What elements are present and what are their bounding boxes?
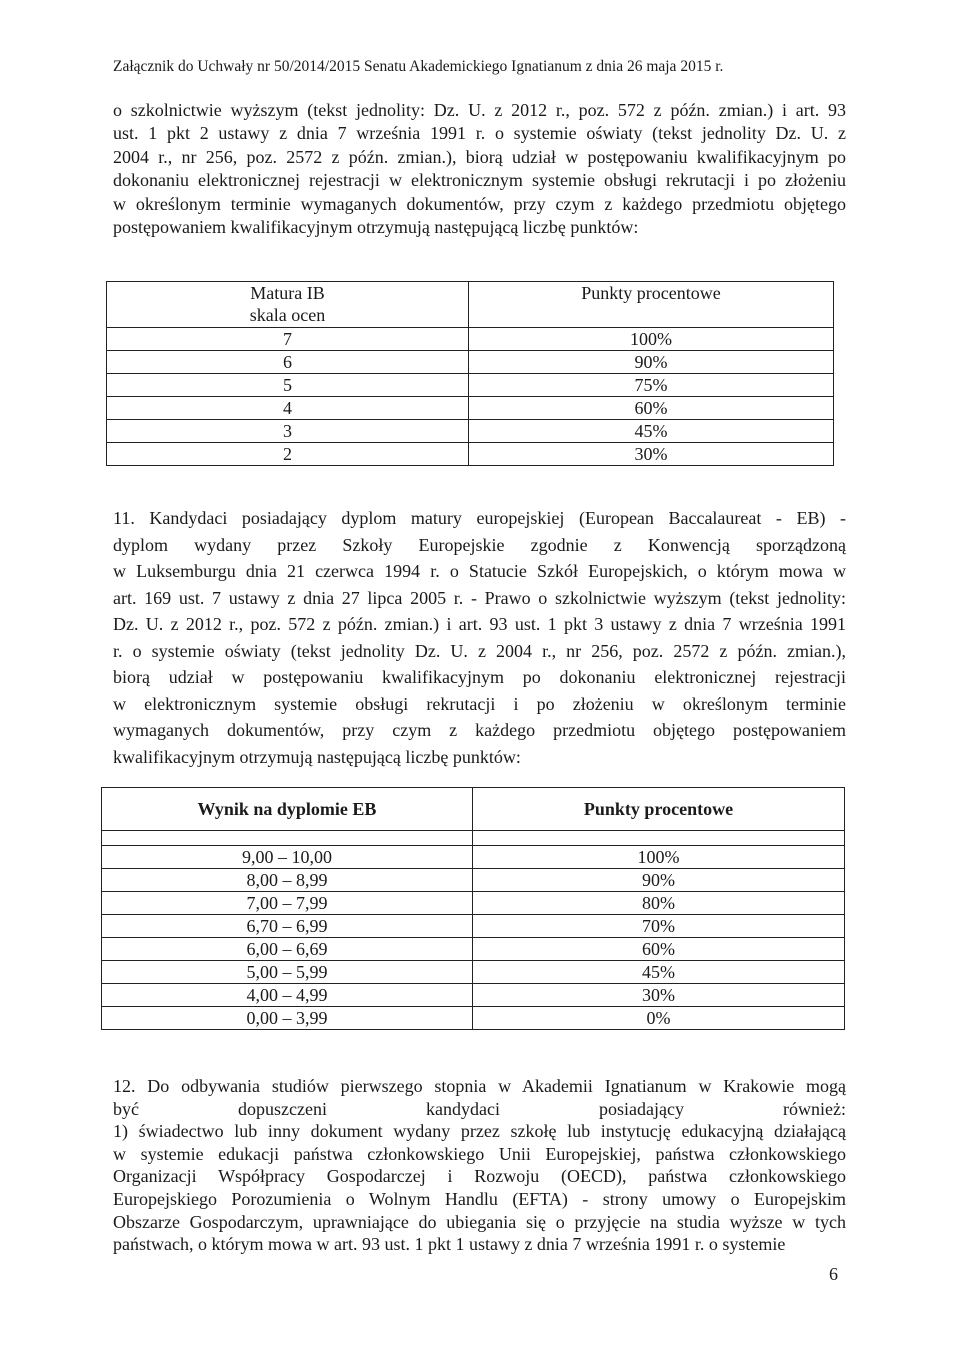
- ib-grade-cell: 4: [107, 397, 469, 420]
- ib-grade-cell: 3: [107, 420, 469, 443]
- eb-header-result: Wynik na dyplomie EB: [102, 788, 473, 831]
- page-number: 6: [829, 1264, 838, 1284]
- spacer-cell: [102, 831, 473, 846]
- ib-grade-cell: 6: [107, 351, 469, 374]
- text-line: Organizacji Współpracy Gospodarczej i Rozwoju (OECD), państwa członkowskiego: [113, 1166, 846, 1187]
- text-line: 1) świadectwo lub inny dokument wydany przez szkołę lub instytucję edukacyjną działającą: [113, 1121, 846, 1142]
- table-row: [102, 1007, 845, 1030]
- table-row: [102, 915, 845, 938]
- eb-points-cell: 0%: [473, 1007, 845, 1030]
- eb-points-cell: 60%: [473, 938, 845, 961]
- table-spacer-row: [102, 831, 845, 846]
- spacer-cell: [473, 831, 845, 846]
- ib-header-points: Punkty procentowe: [469, 282, 834, 328]
- text-line: wymaganych dokumentów, przy czym z każdego przedmiotu objętego postępowaniem: [113, 720, 846, 740]
- text-line: r. o systemie oświaty (tekst jednolity Dz. U. z 2004 r., nr 256, poz. 2572 z późn. zmian.),: [113, 640, 846, 661]
- eb-points-cell: 45%: [473, 961, 845, 984]
- table-row: [102, 961, 845, 984]
- text-line: art. 169 ust. 7 ustawy z dnia 27 lipca 2005 r. - Prawo o szkolnictwie wyższym (tekst jednolity:: [113, 587, 846, 608]
- eb-points-cell: 30%: [473, 984, 845, 1007]
- ib-grade-cell: 5: [107, 374, 469, 397]
- eb-range-cell: 6,70 – 6,99: [102, 915, 473, 938]
- ib-points-cell: 30%: [469, 443, 834, 466]
- ib-points-cell: 45%: [469, 420, 834, 443]
- table-row: [107, 443, 834, 466]
- eb-range-cell: 4,00 – 4,99: [102, 984, 473, 1007]
- ib-header-grade: [107, 282, 469, 328]
- eb-range-cell: 7,00 – 7,99: [102, 892, 473, 915]
- table-row: [102, 984, 845, 1007]
- ib-points-cell: 90%: [469, 351, 834, 374]
- text-line: być dopuszczeni kandydaci posiadający również:: [113, 1098, 846, 1119]
- table-row: [107, 328, 834, 351]
- table-row: [102, 869, 845, 892]
- table-row: [107, 420, 834, 443]
- eb-score-table: [101, 787, 845, 1030]
- text-line: 2004 r., nr 256, poz. 2572 z późn. zmian.), biorą udział w postępowaniu kwalifikacyjnym po: [113, 146, 846, 167]
- ib-header-grade-line2: skala ocen: [249, 305, 326, 325]
- text-line: 12. Do odbywania studiów pierwszego stopnia w Akademii Ignatianum w Krakowie mogą: [113, 1076, 846, 1096]
- text-line: Europejskiego Porozumienia o Wolnym Handlu (EFTA) - strony umowy o Europejskim: [113, 1188, 846, 1209]
- text-line: dyplom wydany przez Szkoły Europejskie zgodnie z Konwencją sporządzoną: [113, 534, 846, 555]
- text-line: w systemie edukacji państwa członkowskiego Unii Europejskiej, państwa członkowskiego: [113, 1143, 846, 1164]
- paragraph-12: [113, 1075, 846, 1256]
- text-line: postępowaniem kwalifikacyjnym otrzymują następującą liczbę punktów:: [113, 217, 639, 238]
- text-line: ust. 1 pkt 2 ustawy z dnia 7 września 1991 r. o systemie oświaty (tekst jednolity Dz. U. z: [113, 123, 846, 144]
- ib-grade-cell: 7: [107, 328, 469, 351]
- table-row: [107, 374, 834, 397]
- table-header-row: [102, 788, 845, 831]
- table-row: [102, 938, 845, 961]
- table-row: [102, 892, 845, 915]
- table-row: [102, 846, 845, 869]
- eb-header-points: Punkty procentowe: [473, 788, 845, 831]
- text-line: dokonaniu elektronicznej rejestracji w elektronicznym systemie obsługi rekrutacji i po złożeniu: [113, 170, 846, 191]
- text-line: biorą udział w postępowaniu kwalifikacyjnym po dokonaniu elektronicznej rejestracji: [113, 667, 846, 687]
- eb-points-cell: 90%: [473, 869, 845, 892]
- text-line: Obszarze Gospodarczym, uprawniające do ubiegania się o przyjęcie na studia wyższe w tych: [113, 1211, 846, 1232]
- eb-points-cell: 70%: [473, 915, 845, 938]
- eb-range-cell: 9,00 – 10,00: [102, 846, 473, 869]
- paragraph-continuation: [113, 99, 846, 239]
- ib-points-cell: 60%: [469, 397, 834, 420]
- ib-points-cell: 75%: [469, 374, 834, 397]
- text-line: w elektronicznym systemie obsługi rekrutacji i po złożeniu w określonym terminie: [113, 693, 846, 714]
- text-line: kwalifikacyjnym otrzymują następującą liczbę punktów:: [113, 746, 521, 767]
- ib-points-cell: 100%: [469, 328, 834, 351]
- text-line: o szkolnictwie wyższym (tekst jednolity: Dz. U. z 2012 r., poz. 572 z późn. zmian.) i art. 93: [113, 100, 846, 120]
- ib-header-grade-line1: Matura IB: [250, 283, 325, 303]
- table-header-row: [107, 282, 834, 328]
- text-line: Dz. U. z 2012 r., poz. 572 z późn. zmian.) i art. 93 ust. 1 pkt 3 ustawy z dnia 7 września 1991: [113, 614, 846, 634]
- text-line: w Luksemburgu dnia 21 czerwca 1994 r. o Statucie Szkół Europejskich, o którym mowa w: [113, 561, 846, 581]
- text-line: w określonym terminie wymaganych dokumentów, przy czym z każdego przedmiotu objętego: [113, 193, 846, 214]
- table-row: [107, 397, 834, 420]
- paragraph-11: [113, 505, 846, 770]
- table-row: [107, 351, 834, 374]
- eb-range-cell: 5,00 – 5,99: [102, 961, 473, 984]
- page-header: Załącznik do Uchwały nr 50/2014/2015 Senatu Akademickiego Ignatianum z dnia 26 maja 2015 r.: [113, 58, 724, 75]
- eb-range-cell: 6,00 – 6,69: [102, 938, 473, 961]
- text-line: państwach, o którym mowa w art. 93 ust. 1 pkt 1 ustawy z dnia 7 września 1991 r. o systemie: [113, 1234, 786, 1255]
- eb-points-cell: 80%: [473, 892, 845, 915]
- eb-range-cell: 8,00 – 8,99: [102, 869, 473, 892]
- eb-points-cell: 100%: [473, 846, 845, 869]
- ib-grade-cell: 2: [107, 443, 469, 466]
- ib-score-table: [106, 281, 834, 466]
- eb-range-cell: 0,00 – 3,99: [102, 1007, 473, 1030]
- text-line: 11. Kandydaci posiadający dyplom matury europejskiej (European Baccalaureat - EB) -: [113, 508, 846, 528]
